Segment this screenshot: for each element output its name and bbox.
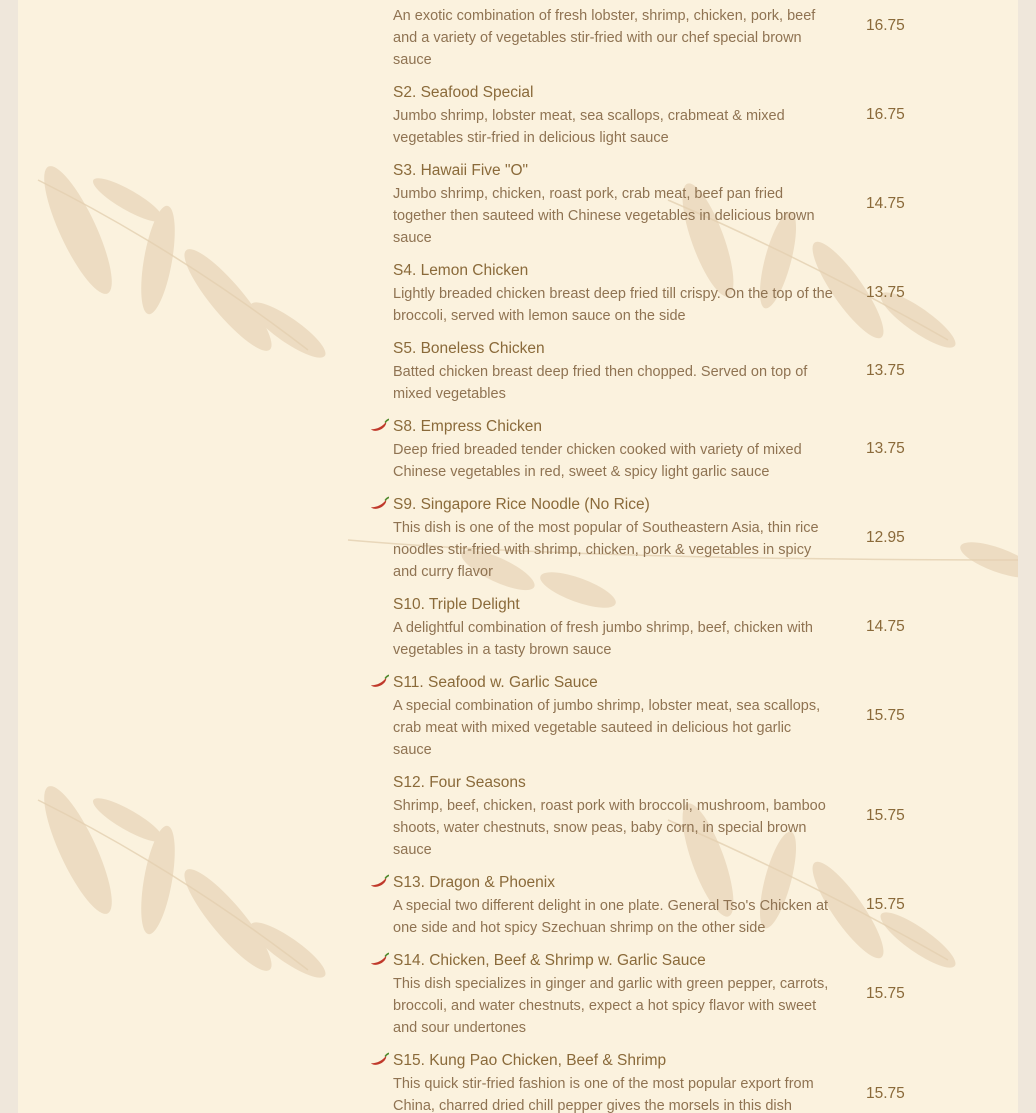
dish-description: This dish is one of the most popular of Southeastern Asia, thin rice noodles stir-fried with shrimp, chicken, pork & vegetables in spicy and curry flavor [393,520,819,580]
dish-title: S3. Hawaii Five "O" [393,162,529,179]
dish-price: 13.75 [866,284,905,301]
dish-description: Shrimp, beef, chicken, roast pork with broccoli, mushroom, bamboo shoots, water chestnuts, snow peas, baby corn, in special brown sauce [393,798,826,858]
dish-price: 15.75 [866,896,905,913]
dish-title: S14. Chicken, Beef & Shrimp w. Garlic Sauce [393,952,706,969]
dish-price: 16.75 [866,106,905,123]
dish-title: S9. Singapore Rice Noodle (No Rice) [393,496,650,513]
dish-description: An exotic combination of fresh lobster, shrimp, chicken, pork, beef and a variety of vegetables stir-fried with our chef special brown sauce [393,8,816,68]
dish-title: S2. Seafood Special [393,84,534,101]
dish-price: 14.75 [866,195,905,212]
dish-price: 15.75 [866,807,905,824]
chili-pepper-icon [369,1052,389,1066]
menu-page [18,0,1018,1113]
dish-description: A delightful combination of fresh jumbo shrimp, beef, chicken with vegetables in a tasty brown sauce [393,620,813,658]
dish-title: S11. Seafood w. Garlic Sauce [393,674,598,691]
dish-title: S12. Four Seasons [393,774,526,791]
dish-price: 16.75 [866,17,905,34]
chili-pepper-icon [369,952,389,966]
chili-pepper-icon [369,496,389,510]
dish-description: This dish specializes in ginger and garlic with green pepper, carrots, broccoli, and water chestnuts, expect a hot spicy flavor with sweet and sour undertones [393,976,829,1036]
dish-price: 13.75 [866,362,905,379]
dish-description: Lightly breaded chicken breast deep fried till crispy. On the top of the broccoli, served with lemon sauce on the side [393,286,833,324]
chili-pepper-icon [369,674,389,688]
dish-description: Deep fried breaded tender chicken cooked with variety of mixed Chinese vegetables in red, sweet & spicy light garlic sauce [393,442,802,480]
dish-price: 13.75 [866,440,905,457]
dish-price: 12.95 [866,529,905,546]
dish-description: Jumbo shrimp, chicken, roast pork, crab meat, beef pan fried together then sauteed with Chinese vegetables in delicious brown sauce [393,186,815,246]
dish-price: 14.75 [866,618,905,635]
dish-title: S4. Lemon Chicken [393,262,529,279]
dish-price: 15.75 [866,985,905,1002]
chili-pepper-icon [369,418,389,432]
dish-title: S8. Empress Chicken [393,418,543,435]
dish-title: S5. Boneless Chicken [393,340,545,357]
dish-title: S15. Kung Pao Chicken, Beef & Shrimp [393,1052,667,1069]
menu-list [18,0,1018,1113]
dish-title: S13. Dragon & Phoenix [393,874,555,891]
dish-description: A special combination of jumbo shrimp, lobster meat, sea scallops, crab meat with mixed vegetable sauteed in delicious hot garlic sauce [393,698,821,758]
dish-price: 15.75 [866,707,905,724]
dish-description: A special two different delight in one plate. General Tso's Chicken at one side and hot spicy Szechuan shrimp on the other side [393,898,829,936]
dish-title: S10. Triple Delight [393,596,520,613]
chili-pepper-icon [369,874,389,888]
dish-description: Batted chicken breast deep fried then chopped. Served on top of mixed vegetables [393,364,808,402]
dish-description: Jumbo shrimp, lobster meat, sea scallops, crabmeat & mixed vegetables stir-fried in delicious light sauce [393,108,785,146]
dish-price: 15.75 [866,1085,905,1102]
dish-description: This quick stir-fried fashion is one of the most popular export from China, charred dried chill pepper gives the morsels in this dish [393,1076,814,1113]
